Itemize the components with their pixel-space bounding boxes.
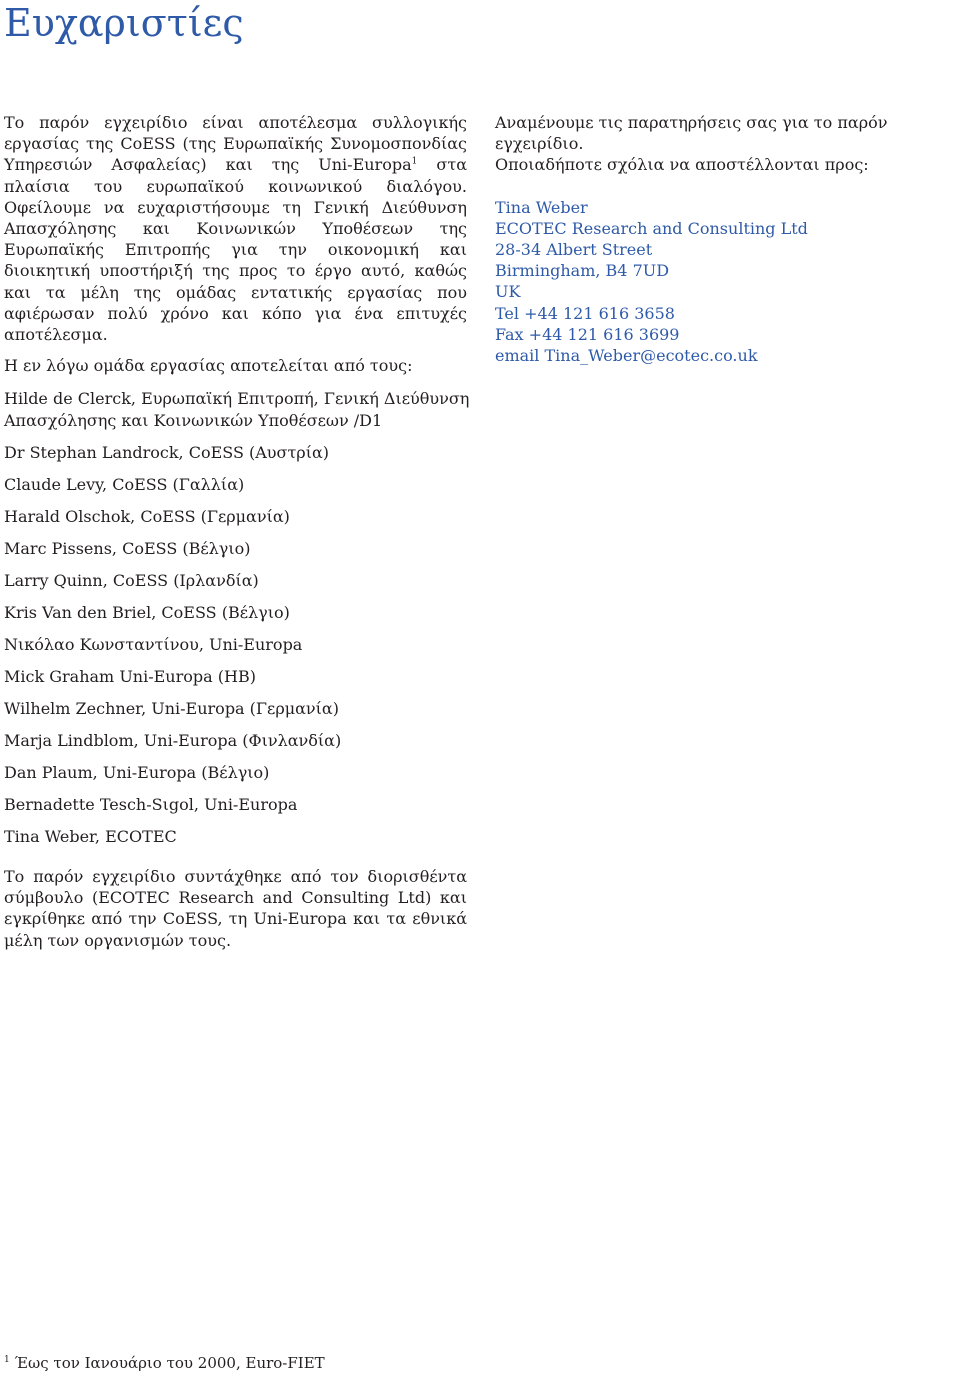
page-title: Ευχαριστίες <box>4 1 244 45</box>
intro-text-part2: στα πλαίσια του ευρωπαϊκού κοινωνικού διαλόγου. Οφείλουμε να ευχαριστήσουμε τη Γενική Διεύθυνση Απασχόλησης και Κοινωνικών Υποθέσεων της Ευρωπαϊκής Επιτροπής για την οικονομική και διοικητική υποστήριξή της προς το έργο αυτό, καθώς και τα μέλη της ομάδας εντατικής εργασίας που αφιέρωσαν πολύ χρόνο και κόπο για ένα επιτυχές αποτέλεσμα. <box>4 155 468 345</box>
footnote-text: Έως τον Ιανουάριο του 2000, Euro-FIET <box>9 1354 325 1372</box>
feedback-request: Αναμένουμε τις παρατηρήσεις σας για το παρόν εγχειρίδιο. <box>495 113 888 154</box>
working-group-list <box>4 388 474 858</box>
footnote <box>4 1353 325 1373</box>
footnote-marker: 1 <box>4 1355 10 1365</box>
list-item: Dr Stephan Landrock, CoESS (Αυστρία) <box>4 442 330 462</box>
intro-section <box>4 112 467 376</box>
contact-fax: Fax +44 121 616 3699 <box>495 324 680 344</box>
intro-paragraph <box>4 112 467 345</box>
contact-street: 28-34 Albert Street <box>495 240 653 260</box>
list-item: Νικόλαο Κωνσταντίνου, Uni-Europa <box>4 634 303 654</box>
contact-name: Tina Weber <box>495 197 588 217</box>
contact-tel: Tel +44 121 616 3658 <box>495 303 675 323</box>
list-item: Hilde de Clerck, Ευρωπαϊκή Επιτροπή, Γενική Διεύθυνση Απασχόλησης και Κοινωνικών Υποθέσεων /D1 <box>4 389 470 430</box>
list-item: Claude Levy, CoESS (Γαλλία) <box>4 474 245 494</box>
list-item: Marja Lindblom, Uni-Europa (Φινλανδία) <box>4 730 342 750</box>
working-group-intro: Η εν λόγω ομάδα εργασίας αποτελείται από τους: <box>4 356 413 376</box>
closing-paragraph: Το παρόν εγχειρίδιο συντάχθηκε από τον διορισθέντα σύμβουλο (ECOTEC Research and Consulting Ltd) και εγκρίθηκε από την CoESS, τη Uni-Europa και τα εθνικά μέλη των οργανισμών τους. <box>4 867 467 950</box>
list-item: Dan Plaum, Uni-Europa (Βέλγιο) <box>4 762 270 782</box>
feedback-section <box>495 112 960 366</box>
contact-block <box>495 197 960 367</box>
feedback-instructions: Οποιαδήποτε σχόλια να αποστέλλονται προς: <box>495 155 869 175</box>
footnote-reference: 1 <box>411 157 418 168</box>
contact-company: ECOTEC Research and Consulting Ltd <box>495 218 808 238</box>
list-item: Bernadette Tesch-Sιgol, Uni-Europa <box>4 794 298 814</box>
contact-city: Birmingham, B4 7UD <box>495 261 670 281</box>
intro-text-part1: Το παρόν εγχειρίδιο είναι αποτέλεσμα συλλογικής εργασίας της CoESS (της Ευρωπαϊκής Συνομοσπονδίας Υπηρεσιών Ασφαλείας) και της Uni-Europa <box>4 113 467 175</box>
list-item: Marc Pissens, CoESS (Βέλγιο) <box>4 538 251 558</box>
contact-country: UK <box>495 282 521 302</box>
list-item: Wilhelm Zechner, Uni-Europa (Γερμανία) <box>4 698 339 718</box>
list-item: Mick Graham Uni-Europa (HB) <box>4 666 256 686</box>
list-item: Harald Olschok, CoESS (Γερμανία) <box>4 506 290 526</box>
list-item: Tina Weber, ECOTEC <box>4 826 177 846</box>
contact-email[interactable]: email Tina_Weber@ecotec.co.uk <box>495 346 758 366</box>
list-item: Kris Van den Briel, CoESS (Βέλγιο) <box>4 602 290 622</box>
list-item: Larry Quinn, CoESS (Ιρλανδία) <box>4 570 259 590</box>
